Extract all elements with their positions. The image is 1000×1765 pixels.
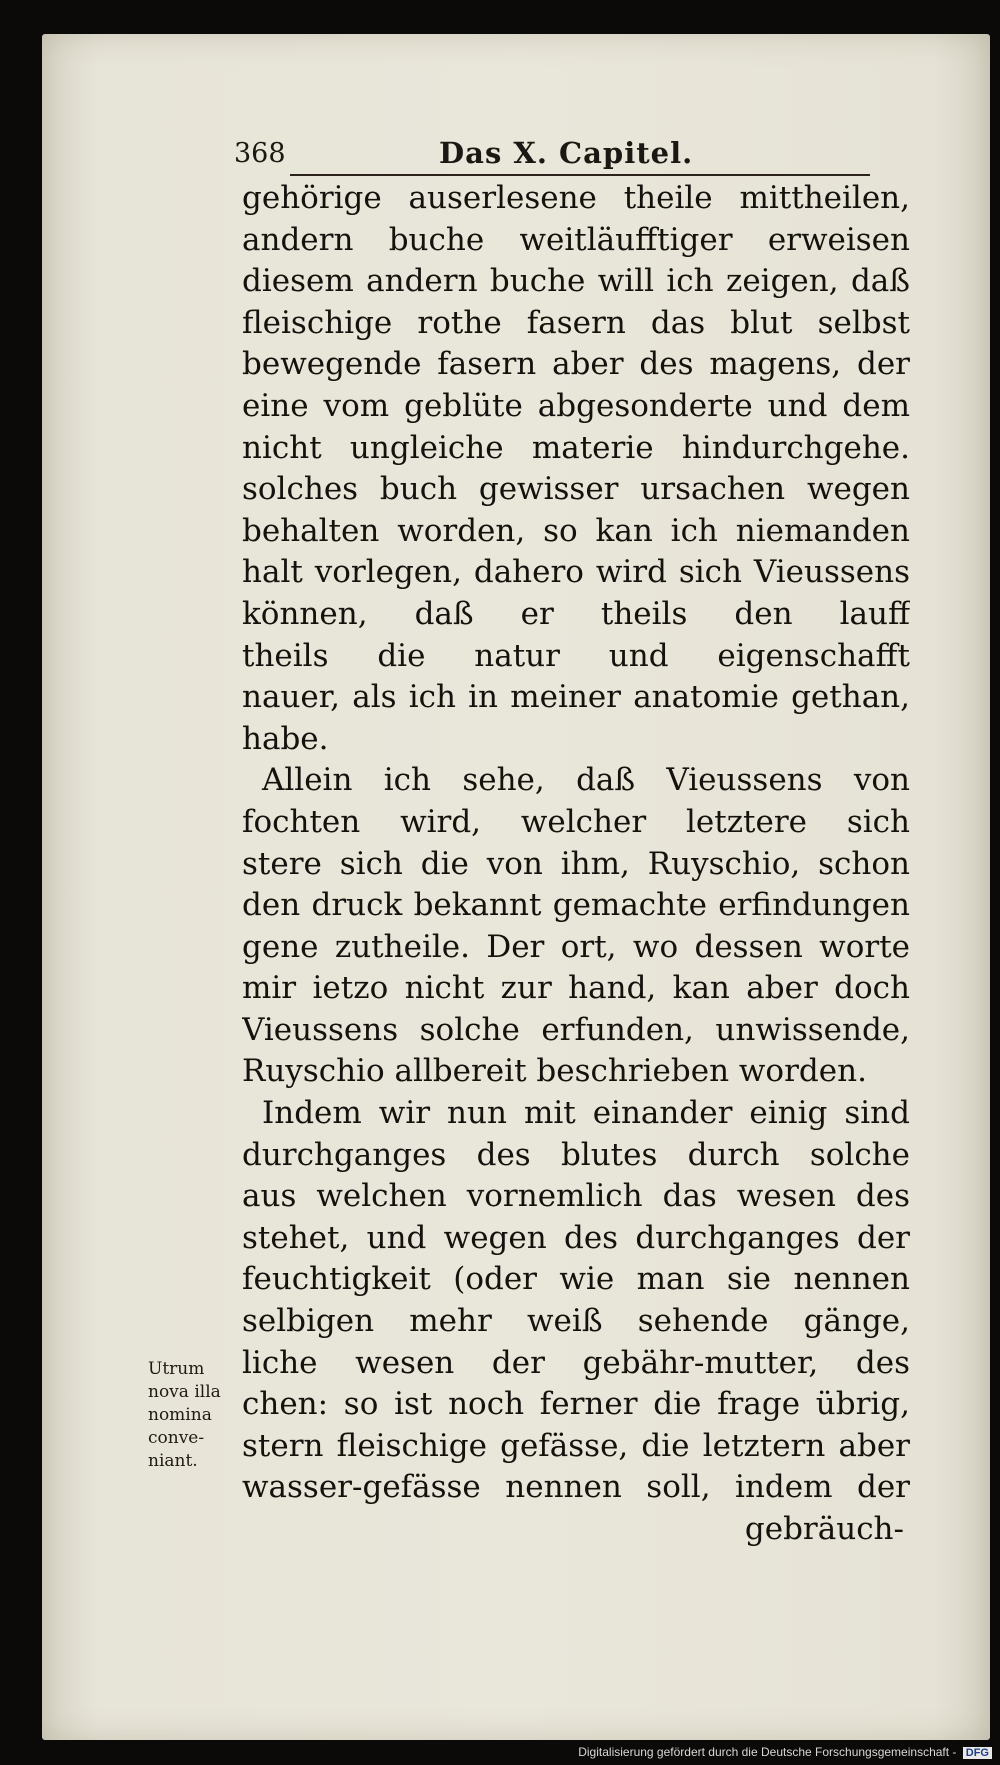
text-line: theils die natur und eigenschafft (242, 637, 910, 674)
marginal-note (148, 1358, 238, 1473)
text-line: stere sich die von ihm, Ruyschio, schon (242, 845, 910, 882)
footer-text: Digitalisierung gefördert durch die Deutsche Forschungsgemeinschaft - (578, 1745, 957, 1759)
marginal-note-line: nomina (148, 1405, 212, 1425)
text-line: feuchtigkeit (oder wie man sie nennen (242, 1261, 910, 1298)
text-line: nicht ungleiche materie hindurchgehe. (242, 429, 910, 466)
header-rule (290, 174, 870, 176)
marginal-note-line: nova illa (148, 1382, 221, 1402)
text-line: fochten wird, welcher letztere sich (242, 803, 910, 840)
text-line: Allein ich sehe, daß Vieussens von (262, 762, 910, 799)
text-line: bewegende fasern aber des magens, der (242, 346, 910, 383)
text-line: liche wesen der gebähr-mutter, des (242, 1344, 910, 1381)
text-line: stehet, und wegen des durchganges der (242, 1219, 910, 1256)
page-number: 368 (234, 138, 286, 169)
running-head: Das X. Capitel. (439, 136, 694, 170)
text-line: eine vom geblüte abgesonderte und dem (242, 387, 910, 424)
text-line: gene zutheile. Der ort, wo dessen worte (242, 928, 910, 965)
text-line: gehörige auserlesene theile mittheilen, (242, 180, 910, 216)
text-line: nauer, als ich in meiner anatomie gethan, (242, 679, 910, 716)
text-line: solches buch gewisser ursachen wegen (242, 471, 910, 508)
page-header (234, 138, 874, 176)
footer-credit (578, 1745, 992, 1759)
text-line: stern fleischige gefässe, die letztern aber (242, 1427, 910, 1464)
text-line: Vieussens solche erfunden, unwissende, (242, 1011, 910, 1048)
text-line: chen: so ist noch ferner die frage übrig, (242, 1386, 910, 1423)
text-line: durchganges des blutes durch solche (242, 1136, 910, 1173)
catchword: gebräuch- (744, 1511, 904, 1547)
text-line: fleischige rothe fasern das blut selbst (242, 304, 910, 341)
text-line: behalten worden, so kan ich niemanden (242, 512, 910, 549)
main-text (242, 178, 910, 1551)
marginal-note-line: conve- (148, 1428, 205, 1448)
text-line: Ruyschio allbereit beschrieben worden. (242, 1053, 867, 1090)
marginal-note-line: Utrum (148, 1359, 205, 1379)
text-line: können, daß er theils den lauff (242, 595, 910, 632)
marginal-note-line: niant. (148, 1451, 198, 1471)
text-line: aus welchen vornemlich das wesen des (242, 1178, 910, 1215)
dfg-logo: DFG (963, 1747, 992, 1759)
text-line: andern buche weitläufftiger erweisen (242, 221, 910, 258)
text-line: diesem andern buche will ich zeigen, daß (242, 263, 910, 300)
text-line: habe. (242, 720, 329, 757)
text-line: wasser-gefässe nennen soll, indem der (242, 1469, 910, 1506)
text-line: den druck bekannt gemachte erfindungen (242, 887, 910, 924)
text-line: halt vorlegen, dahero wird sich Vieussens (242, 554, 910, 591)
text-line: selbigen mehr weiß sehende gänge, (242, 1303, 910, 1340)
text-line: Indem wir nun mit einander einig sind (262, 1095, 910, 1132)
text-line: mir ietzo nicht zur hand, kan aber doch (242, 970, 910, 1007)
